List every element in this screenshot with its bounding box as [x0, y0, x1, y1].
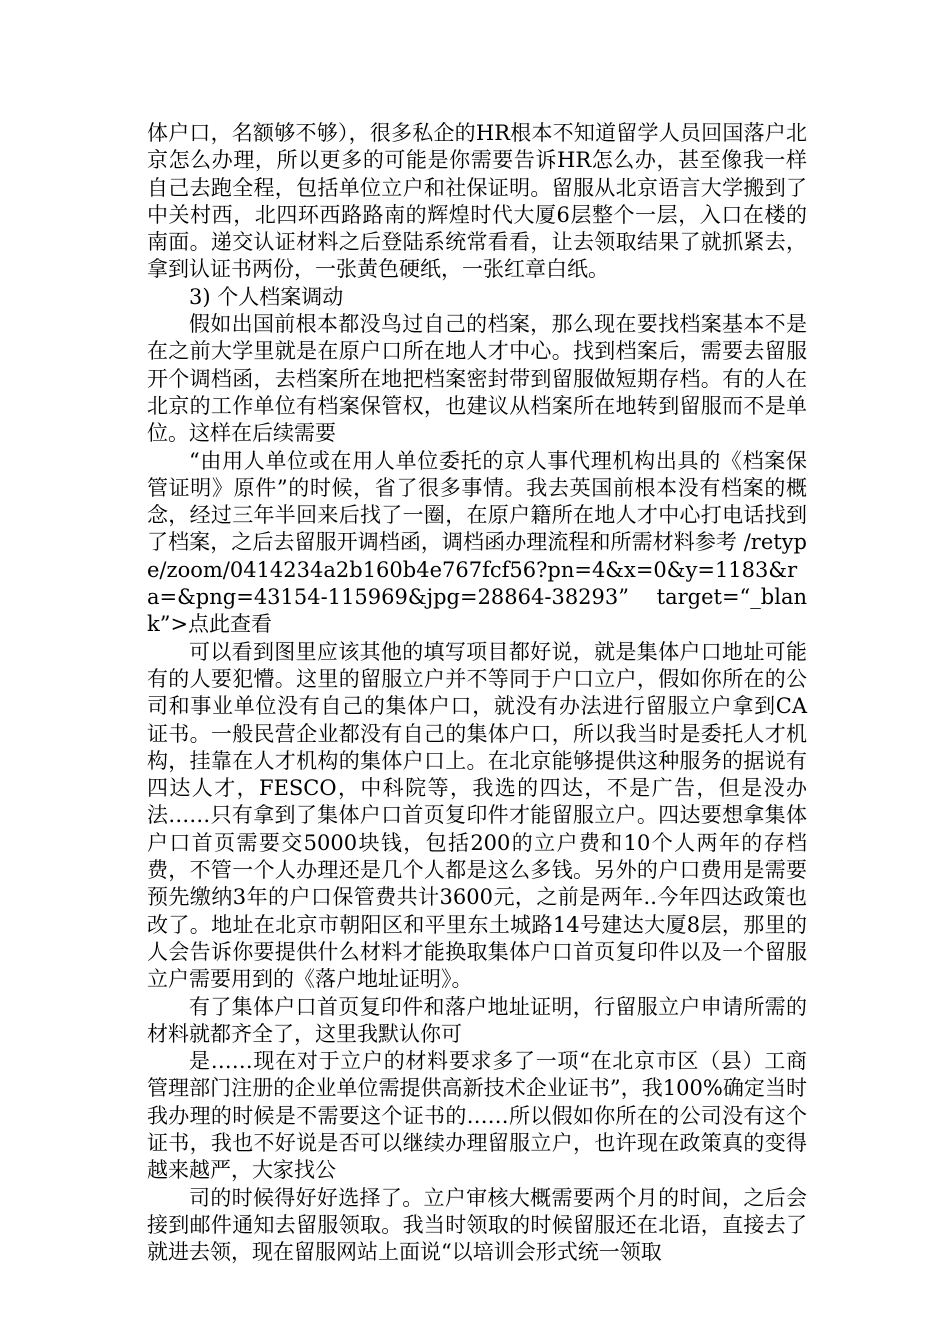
paragraph-3: 假如出国前根本都没鸟过自己的档案，那么现在要找档案基本不是在之前大学里就是在原户口所在地人才中心。找到档案后，需要去留服开个调档函，去档案所在地把档案密封带到留服做短期存档。有的人在北京的工作单位有档案保管权，也建议从档案所在地转到留服而不是单位。这样在后续需要 [147, 312, 807, 446]
paragraph-6: 有了集体户口首页复印件和落户地址证明，行留服立户申请所需的材料就都齐全了，这里我默认你可 [147, 994, 807, 1046]
paragraph-1: 体户口，名额够不够），很多私企的HR根本不知道留学人员回国落户北京怎么办理，所以更多的可能是你需要告诉HR怎么办，甚至像我一样自己去跑全程，包括单位立户和社保证明。留服从北京语言大学搬到了中关村西，北四环西路路南的辉煌时代大厦6层整个一层，入口在楼的南面。递交认证材料之后登陆系统常看看，让去领取结果了就抓紧去，拿到认证书两份，一张黄色硬纸，一张红章白纸。 [147, 121, 807, 282]
paragraph-7: 是……现在对于立户的材料要求多了一项“在北京市区（县）工商管理部门注册的企业单位需提供高新技术企业证书”，我100%确定当时我办理的时候是不需要这个证书的……所以假如你所在的公司没有这个证书，我也不好说是否可以继续办理留服立户，也许现在政策真的变得越来越严，大家找公 [147, 1049, 807, 1183]
paragraph-5: 可以看到图里应该其他的填写项目都好说，就是集体户口地址可能有的人要犯懵。这里的留服立户并不等同于户口立户，假如你所在的公司和事业单位没有自己的集体户口，就没有办法进行留服立户拿到CA证书。一般民营企业都没有自己的集体户口，所以我当时是委托人才机构，挂靠在人才机构的集体户口上。在北京能够提供这种服务的据说有四达人才，FESCO，中科院等，我选的四达，不是广告，但是没办法……只有拿到了集体户口首页复印件才能留服立户。四达要想拿集体户口首页需要交5000块钱，包括200的立户费和10个人两年的存档费，不管一个人办理还是几个人都是这么多钱。另外的户口费用是需要预先缴纳3年的户口保管费共计3600元，之前是两年..今年四达政策也改了。地址在北京市朝阳区和平里东土城路14号建达大厦8层，那里的人会告诉你要提供什么材料才能换取集体户口首页复印件以及一个留服立户需要用到的《落户地址证明》。 [147, 639, 807, 992]
document-page [147, 120, 807, 1266]
paragraph-8: 司的时候得好好选择了。立户审核大概需要两个月的时间，之后会接到邮件通知去留服领取。我当时领取的时候留服还在北语，直接去了就进去领，现在留服网站上面说“以培训会形式统一领取 [147, 1185, 807, 1265]
section-heading-archive-transfer: 3) 个人档案调动 [189, 284, 344, 309]
paragraph-4: “由用人单位或在用人单位委托的京人事代理机构出具的《档案保管证明》原件”的时候，省了很多事情。我去英国前根本没有档案的概念，经过三年半回来后找了一圈，在原户籍所在地人才中心打电话找到了档案，之后去留服开调档函，调档函办理流程和所需材料参考 /retype/zoom/0414234a2b160b4e767fcf56?pn=4&x=0&y=1183&ra=&png=43154-115969&jpg=28864-38293” target=“_blank”>点此查看 [147, 448, 807, 637]
